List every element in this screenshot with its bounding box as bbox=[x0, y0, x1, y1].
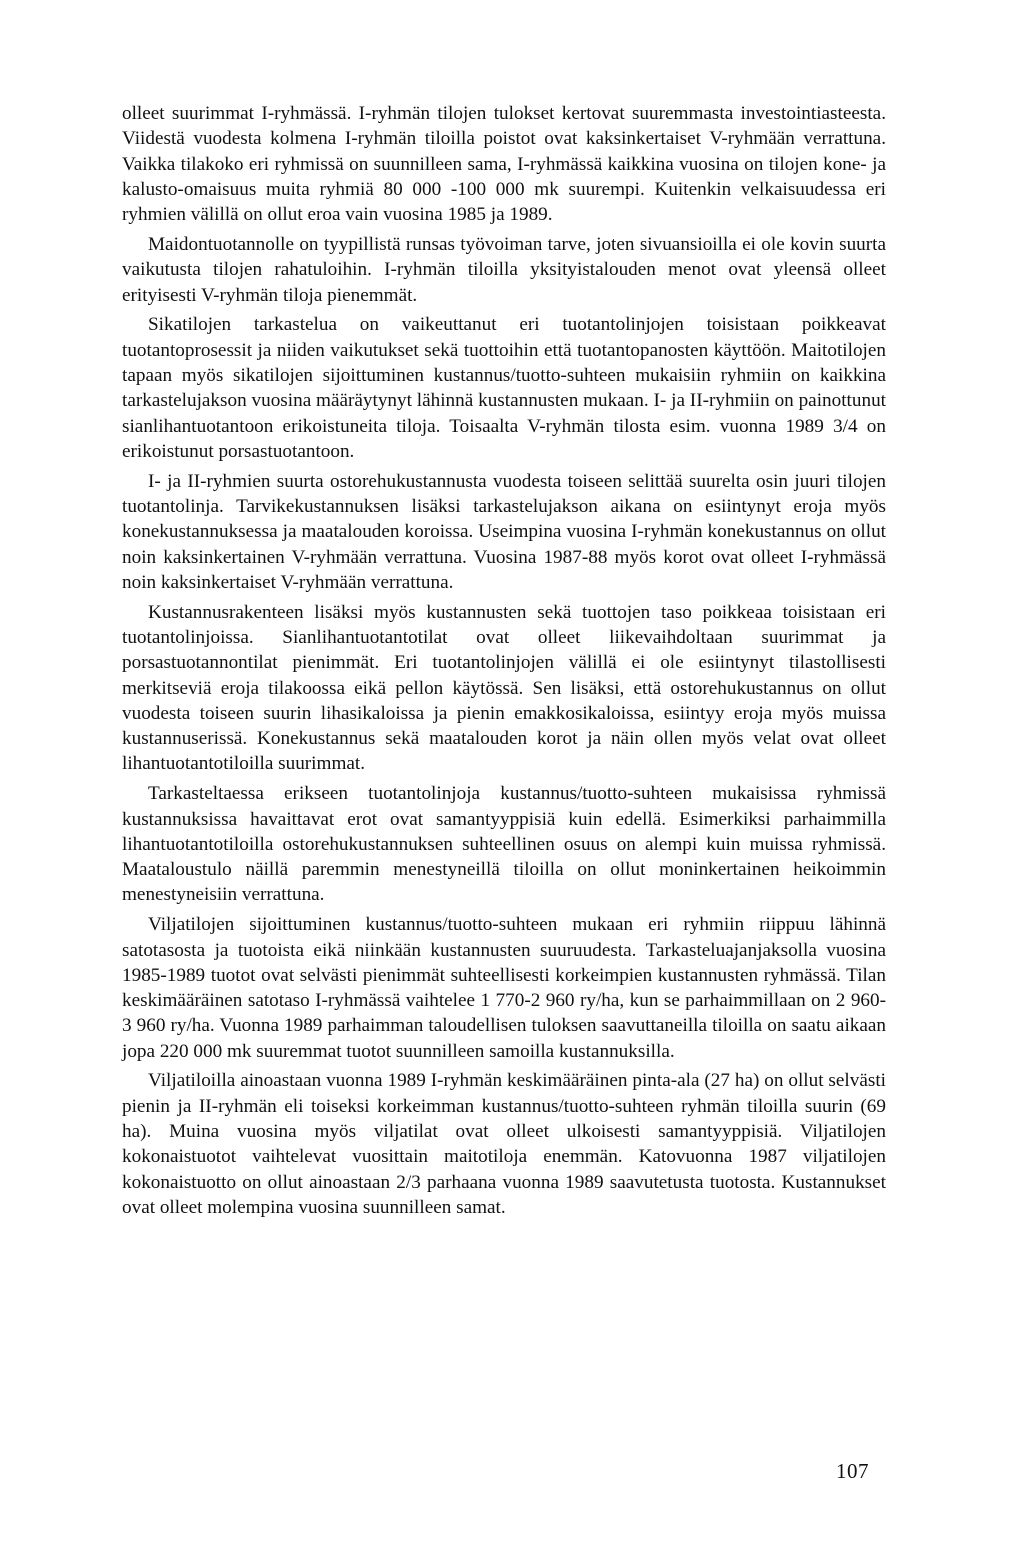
paragraph-1: olleet suurimmat I-ryhmässä. I-ryhmän tilojen tulokset kertovat suuremmasta investointiasteesta. Viidestä vuodesta kolmena I-ryhmän tiloilla poistot ovat kaksinkertaiset V-ryhmään verrattuna. Vaikka tilakoko eri ryhmissä on suunnilleen sama, I-ryhmässä kaikkina vuosina on tilojen kone- ja kalusto-omaisuus muita ryhmiä 80 000 -100 000 mk suurempi. Kuitenkin velkaisuudessa eri ryhmien välillä on ollut eroa vain vuosina 1985 ja 1989. bbox=[122, 103, 886, 226]
paragraph-6: Tarkasteltaessa erikseen tuotantolinjoja kustannus/tuotto-suhteen mukaisissa ryhmissä kustannuksissa havaittavat erot ovat samantyyppisiä kuin edellä. Esimerkiksi parhaimmilla lihantuotantotiloilla ostorehukustannuksen suhteellinen osuus on alempi kuin muissa ryhmissä. Maataloustulo näillä paremmin menestyneillä tiloilla on ollut moninkertainen heikoimmin menestyneisiin verrattuna. bbox=[122, 783, 886, 906]
body-text bbox=[122, 101, 886, 1225]
paragraph-7: Viljatilojen sijoittuminen kustannus/tuotto-suhteen mukaan eri ryhmiin riippuu lähinnä satotasosta ja tuotoista eikä niinkään kustannusten suuruudesta. Tarkasteluajanjaksolla vuosina 1985-1989 tuotot ovat selvästi pienimmät suhteellisesti korkeimpien kustannusten ryhmässä. Tilan keskimääräinen satotaso I-ryhmässä vaihtelee 1 770-2 960 ry/ha, kun se parhaimmillaan on 2 960-3 960 ry/ha. Vuonna 1989 parhaimman taloudellisen tuloksen saavuttaneilla tiloilla on saatu aikaan jopa 220 000 mk suuremmat tuotot suunnilleen samoilla kustannuksilla. bbox=[122, 914, 886, 1062]
paragraph-4: I- ja II-ryhmien suurta ostorehukustannusta vuodesta toiseen selittää suurelta osin juuri tilojen tuotantolinja. Tarvikekustannuksen lisäksi tarkastelujakson aikana on esiintynyt eroja myös konekustannuksessa ja maatalouden koroissa. Useimpina vuosina I-ryhmän konekustannus on ollut noin kaksinkertainen V-ryhmään verrattuna. Vuosina 1987-88 myös korot ovat olleet I-ryhmässä noin kaksinkertaiset V-ryhmään verrattuna. bbox=[122, 470, 886, 593]
paragraph-3: Sikatilojen tarkastelua on vaikeuttanut eri tuotantolinjojen toisistaan poikkeavat tuotantoprosessit ja niiden vaikutukset sekä tuottoihin että tuotantopanosten käyttöön. Maitotilojen tapaan myös sikatilojen sijoittuminen kustannus/tuotto-suhteen mukaisiin ryhmiin on kaikkina tarkastelujakson vuosina määräytynyt lähinnä kustannusten mukaan. I- ja II-ryhmiin on painottunut sianlihantuotantoon erikoistuneita tiloja. Toisaalta V-ryhmän tilosta esim. vuonna 1989 3/4 on erikoistunut porsastuotantoon. bbox=[122, 314, 886, 462]
page-number: 107 bbox=[836, 1459, 869, 1483]
paragraph-5: Kustannusrakenteen lisäksi myös kustannusten sekä tuottojen taso poikkeaa toisistaan eri tuotantolinjoissa. Sianlihantuotantotilat ovat olleet liikevaihdoltaan suurimmat ja porsastuotannontilat pienimmät. Eri tuotantolinjojen välillä ei ole esiintynyt tilastollisesti merkitseviä eroja tilakoossa eikä pellon käytössä. Sen lisäksi, että ostorehukustannus on ollut vuodesta toiseen suurin lihasikaloissa ja pienin emakkosikaloissa, esiintyy eroja myös muissa kustannuserissä. Konekustannus sekä maatalouden korot ja näin ollen myös velat ovat olleet lihantuotantotiloilla suurimmat. bbox=[122, 601, 886, 775]
paragraph-2: Maidontuotannolle on tyypillistä runsas työvoiman tarve, joten sivuansioilla ei ole kovin suurta vaikutusta tilojen rahatuloihin. I-ryhmän tiloilla yksityistalouden menot ovat yleensä olleet erityisesti V-ryhmän tiloja pienemmät. bbox=[122, 233, 886, 306]
paragraph-8: Viljatiloilla ainoastaan vuonna 1989 I-ryhmän keskimääräinen pinta-ala (27 ha) on ollut selvästi pienin ja II-ryhmän eli toiseksi korkeimman kustannus/tuotto-suhteen ryhmän tiloilla suurin (69 ha). Muina vuosina myös viljatilat ovat olleet ulkoisesti samantyyppisiä. Viljatilojen kokonaistuotot vaihtelevat vuosittain maitotiloja enemmän. Katovuonna 1987 viljatilojen kokonaistuotto on ollut ainoastaan 2/3 parhaana vuonna 1989 saavutetusta tuotosta. Kustannukset ovat olleet molempina vuosina suunnilleen samat. bbox=[122, 1070, 886, 1218]
